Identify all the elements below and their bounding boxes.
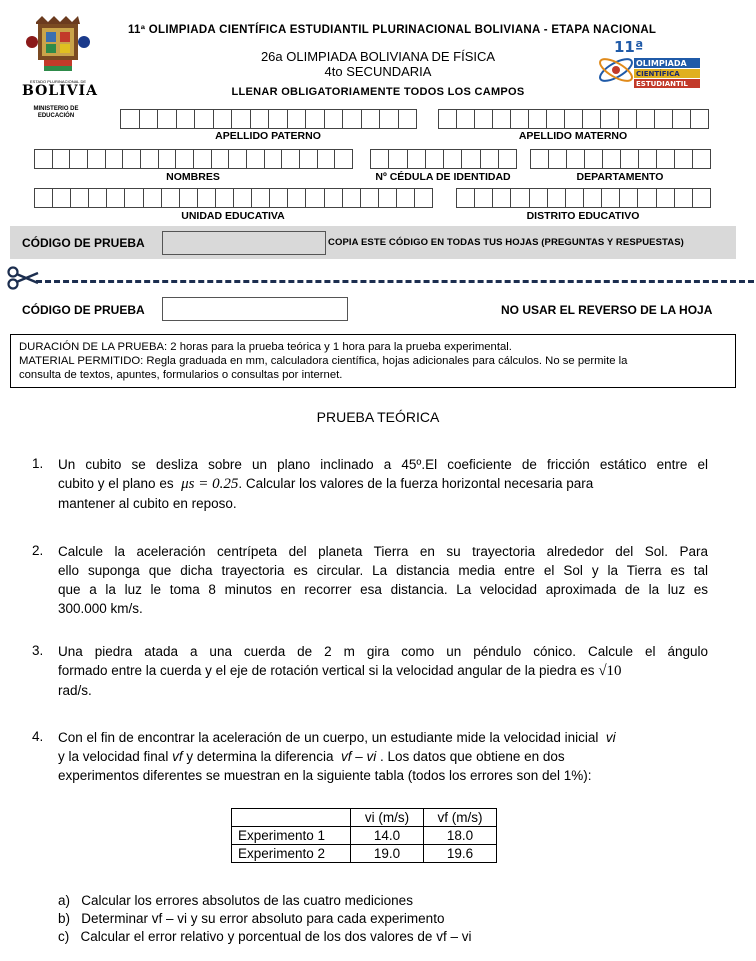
duration-text: DURACIÓN DE LA PRUEBA: 2 horas para la prueba teórica y 1 hora para la prueba experimental. bbox=[19, 341, 512, 353]
question-4-number: 4. bbox=[32, 729, 44, 744]
question-4 bbox=[58, 728, 708, 785]
ministry-caption: MINISTERIO DE EDUCACIÓN bbox=[33, 106, 79, 119]
olympiad-logo bbox=[594, 38, 706, 98]
table-row bbox=[232, 827, 497, 845]
distrito-educativo-input[interactable] bbox=[456, 188, 711, 208]
svg-text:CIENTÍFICA: CIENTÍFICA bbox=[636, 70, 680, 78]
q2-line-2: ello suponga que dicha trayectoria es circular. La distancia media entre el Sol y la Tierra es tal bbox=[58, 563, 708, 578]
q1-line-1: Un cubito se desliza sobre un plano inclinado a 45º.El coeficiente de fricción estático entre el bbox=[58, 457, 708, 472]
table-cell: Experimento 1 bbox=[232, 827, 351, 845]
materials-text-cont: consulta de textos, apuntes, formularios o consultas por internet. bbox=[19, 369, 343, 381]
section-title: PRUEBA TEÓRICA bbox=[316, 409, 440, 425]
exam-info-box bbox=[10, 334, 736, 388]
code-input-bottom[interactable] bbox=[162, 297, 348, 321]
olympiad-number: 11ª bbox=[614, 38, 644, 56]
q4-line-3: experimentos diferentes se muestran en la siguiente tabla (todos los errores son del 1%): bbox=[58, 768, 592, 783]
code-label: CÓDIGO DE PRUEBA bbox=[22, 236, 145, 250]
sub-item-a: a) Calcular los errores absolutos de las cuatro mediciones bbox=[58, 893, 413, 908]
q2-line-3: que a la luz le toma 8 minutos en recorrer esa distancia. La velocidad aproximada de la luz es bbox=[58, 582, 708, 597]
table-header-cell: vi (m/s) bbox=[351, 809, 424, 827]
q3-line-3: rad/s. bbox=[58, 683, 92, 698]
question-3-number: 3. bbox=[32, 643, 44, 658]
grade-level: 4to SECUNDARIA bbox=[324, 64, 432, 79]
table-header-cell: vf (m/s) bbox=[424, 809, 497, 827]
table-header-cell bbox=[232, 809, 351, 827]
question-1-number: 1. bbox=[32, 456, 44, 471]
q4-line-1: Con el fin de encontrar la aceleración de un cuerpo, un estudiante mide la velocidad inicial vi bbox=[58, 730, 616, 745]
scissors-icon bbox=[6, 266, 40, 295]
olympiad-name: 26a OLIMPIADA BOLIVIANA DE FÍSICA bbox=[260, 49, 496, 64]
cut-line bbox=[36, 280, 754, 283]
logo-caption-small: ESTADO PLURINACIONAL DE bbox=[29, 79, 86, 84]
svg-text:ESTUDIANTIL: ESTUDIANTIL bbox=[636, 80, 688, 88]
table-cell: 19.0 bbox=[351, 845, 424, 863]
apellido-paterno-label: APELLIDO PATERNO bbox=[215, 130, 321, 142]
olympiad-atom-icon bbox=[594, 38, 706, 98]
code-copy-note: COPIA ESTE CÓDIGO EN TODAS TUS HOJAS (PREGUNTAS Y RESPUESTAS) bbox=[328, 237, 684, 248]
table-cell: Experimento 2 bbox=[232, 845, 351, 863]
q2-line-1: Calcule la aceleración centrípeta del planeta Tierra en su trayectoria alrededor del Sol. Para bbox=[58, 544, 708, 559]
unidad-educativa-label: UNIDAD EDUCATIVA bbox=[181, 210, 285, 222]
mu-expression: μs = 0.25 bbox=[181, 476, 239, 492]
q1-line-3: mantener al cubito en reposo. bbox=[58, 496, 237, 511]
q3-line-1: Una piedra atada a una cuerda de 2 m gira como un péndulo cónico. Calcule el ángulo bbox=[58, 644, 708, 659]
unidad-educativa-input[interactable] bbox=[34, 188, 433, 208]
reverse-warning: NO USAR EL REVERSO DE LA HOJA bbox=[501, 303, 713, 317]
departamento-input[interactable] bbox=[530, 149, 711, 169]
nombres-input[interactable] bbox=[34, 149, 353, 169]
apellido-materno-label: APELLIDO MATERNO bbox=[518, 130, 628, 142]
q2-line-4: 300.000 km/s. bbox=[58, 601, 143, 616]
fill-instruction: LLENAR OBLIGATORIAMENTE TODOS LOS CAMPOS bbox=[231, 86, 525, 98]
table-row bbox=[232, 845, 497, 863]
code-label-2: CÓDIGO DE PRUEBA bbox=[22, 303, 145, 317]
sub-item-b: b) Determinar vf – vi y su error absoluto para cada experimento bbox=[58, 911, 445, 926]
departamento-label: DEPARTAMENTO bbox=[576, 171, 664, 183]
table-cell: 18.0 bbox=[424, 827, 497, 845]
velocity-table bbox=[231, 808, 497, 863]
question-2 bbox=[58, 542, 708, 618]
question-1 bbox=[58, 455, 708, 513]
nombres-label: NOMBRES bbox=[166, 171, 220, 183]
question-2-number: 2. bbox=[32, 543, 44, 558]
vi-symbol: vi bbox=[605, 730, 616, 745]
q4-line-2: y la velocidad final vf y determina la diferencia vf – vi . Los datos que obtiene en dos bbox=[58, 749, 565, 764]
distrito-educativo-label: DISTRITO EDUCATIVO bbox=[526, 210, 640, 222]
header-title: 11ª OLIMPIADA CIENTÍFICA ESTUDIANTIL PLURINACIONAL BOLIVIANA - ETAPA NACIONAL bbox=[128, 24, 657, 36]
question-3 bbox=[58, 642, 708, 700]
table-header-row bbox=[232, 809, 497, 827]
table-cell: 14.0 bbox=[351, 827, 424, 845]
q3-line-2: formado entre la cuerda y el eje de rotación vertical si la velocidad angular de la piedra es √10 bbox=[58, 663, 622, 679]
vf-symbol: vf bbox=[172, 749, 183, 764]
table-cell: 19.6 bbox=[424, 845, 497, 863]
vf-minus-vi: vf – vi bbox=[340, 749, 377, 764]
svg-text:OLIMPIADA: OLIMPIADA bbox=[636, 59, 687, 68]
cedula-label: Nº CÉDULA DE IDENTIDAD bbox=[375, 171, 511, 183]
apellido-paterno-input[interactable] bbox=[120, 109, 417, 129]
cedula-input[interactable] bbox=[370, 149, 517, 169]
sqrt10-expression: √10 bbox=[598, 663, 622, 679]
sub-item-c: c) Calcular el error relativo y porcentual de los dos valores de vf – vi bbox=[58, 929, 472, 944]
apellido-materno-input[interactable] bbox=[438, 109, 709, 129]
materials-text: MATERIAL PERMITIDO: Regla graduada en mm, calculadora científica, hojas adicionales para cálculos. No se permite la bbox=[19, 355, 628, 367]
q1-line-2: cubito y el plano es μs = 0.25. Calcular los valores de la fuerza horizontal necesaria para bbox=[58, 476, 594, 492]
logo-caption-bolivia: BOLIVIA bbox=[22, 83, 98, 99]
code-input-top[interactable] bbox=[162, 231, 326, 255]
